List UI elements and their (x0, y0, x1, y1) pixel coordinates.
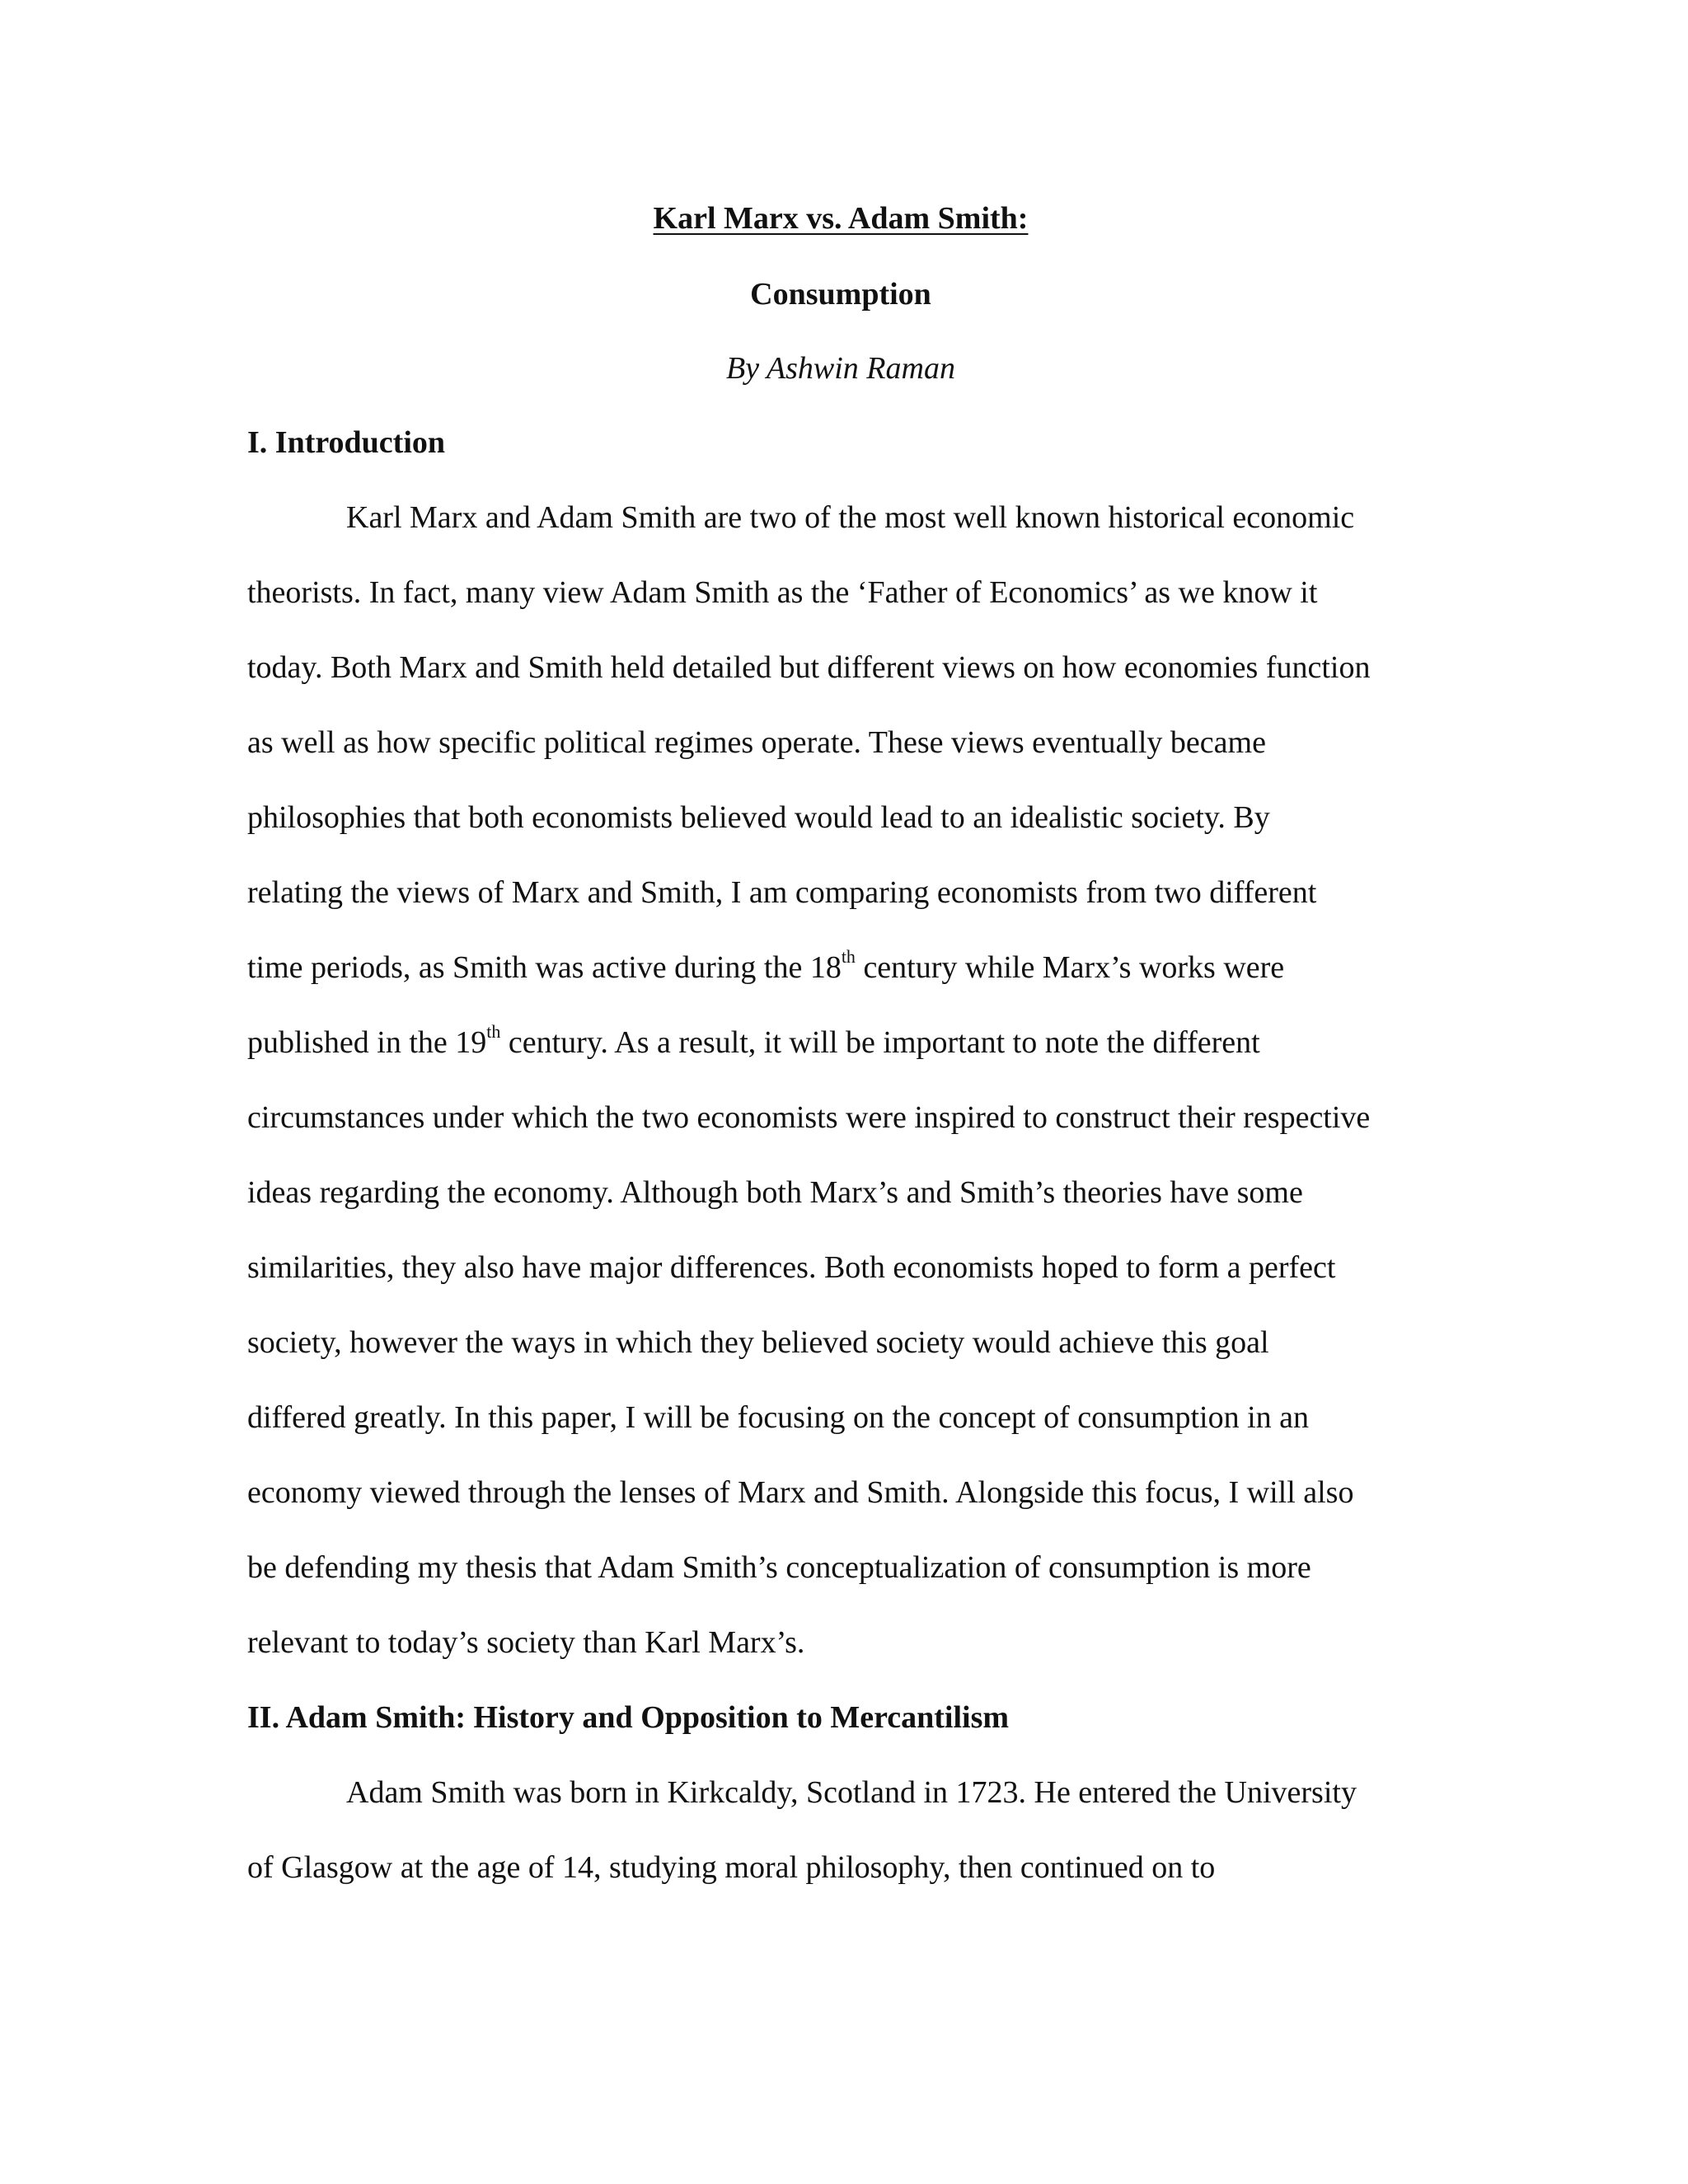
paragraph-line: relating the views of Marx and Smith, I am comparing economists from two different (247, 875, 1317, 910)
paragraph-line: philosophies that both economists believed would lead to an idealistic society. By (247, 800, 1270, 835)
line-text: century. As a result, it will be important to note the different (500, 1025, 1260, 1060)
paragraph-line: circumstances under which the two economists were inspired to construct their respective (247, 1100, 1371, 1135)
paragraph-line (247, 946, 1285, 987)
paragraph-line: Karl Marx and Adam Smith are two of the most well known historical economic (346, 500, 1355, 535)
ordinal-suffix: th (841, 946, 856, 968)
line-text: century while Marx’s works were (855, 950, 1285, 985)
paragraph-line: be defending my thesis that Adam Smith’s conceptualization of consumption is more (247, 1550, 1311, 1585)
paragraph-line: similarities, they also have major differences. Both economists hoped to form a perfect (247, 1250, 1336, 1285)
paragraph-line: of Glasgow at the age of 14, studying moral philosophy, then continued on to (247, 1850, 1216, 1885)
paragraph-line: as well as how specific political regimes operate. These views eventually became (247, 725, 1266, 760)
paragraph-line: theorists. In fact, many view Adam Smith as the ‘Father of Economics’ as we know it (247, 575, 1318, 610)
line-text: time periods, as Smith was active during the 18 (247, 950, 842, 985)
paragraph-line: ideas regarding the economy. Although both Marx’s and Smith’s theories have some (247, 1175, 1303, 1210)
paragraph-line: economy viewed through the lenses of Marx and Smith. Alongside this focus, I will also (247, 1475, 1354, 1510)
paragraph-line: today. Both Marx and Smith held detailed but different views on how economies function (247, 650, 1371, 685)
section-heading-introduction: I. Introduction (247, 425, 446, 460)
page-subtitle: Consumption (750, 277, 931, 312)
paragraph-line: relevant to today’s society than Karl Marx’s. (247, 1625, 805, 1660)
paragraph-line (247, 1021, 1260, 1062)
line-text: published in the 19 (247, 1025, 487, 1060)
document-page (247, 0, 1434, 2184)
page-title: Karl Marx vs. Adam Smith: (653, 201, 1029, 236)
section-heading-adam-smith: II. Adam Smith: History and Opposition to Mercantilism (247, 1700, 1010, 1735)
paragraph-line: differed greatly. In this paper, I will be focusing on the concept of consumption in an (247, 1400, 1310, 1435)
paragraph-line: Adam Smith was born in Kirkcaldy, Scotland in 1723. He entered the University (346, 1775, 1357, 1810)
author-byline: By Ashwin Raman (726, 351, 955, 386)
paragraph-line: society, however the ways in which they believed society would achieve this goal (247, 1325, 1269, 1360)
ordinal-suffix: th (486, 1021, 501, 1043)
